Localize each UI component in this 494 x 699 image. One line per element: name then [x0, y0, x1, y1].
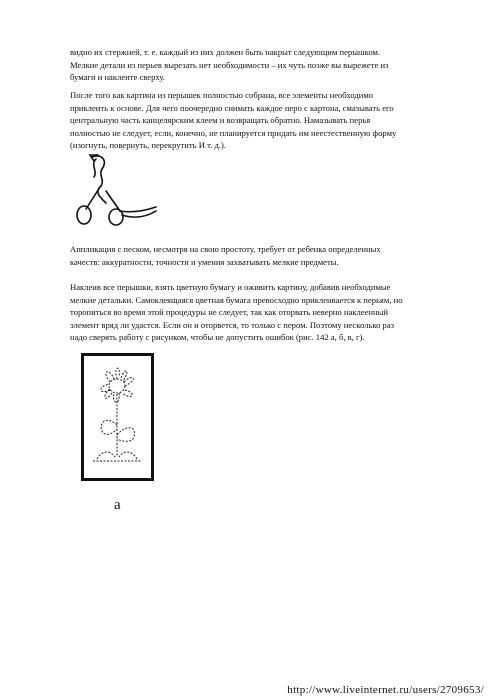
paragraph-3: Аппликация с песком, несмотря на свою простоту, требует от ребенка определенных качеств: аккуратности, точности и умения захватывать мелкие предметы.	[70, 244, 381, 267]
paragraph-4: Наклеив все перышки, взять цветную бумагу и оживить картину, добавив необходимые мелкие детальки. Самоклеящаяся цветная бумага превосходно приклеивается к перьям, но торопиться во время этой процедуры не следует, так как оторвать неверно наклеенный элемент вряд ли удастся. Если он и оторвется, то только с пером. Поэтому несколько раз надо сверять работу с рисунком, чтобы не допустить ошибок (рис. 142 а, б, в, г).	[70, 282, 403, 343]
figure-caption: а	[114, 497, 121, 513]
scissors-ribbon-icon	[72, 151, 160, 231]
paragraph-1: видно их стержней, т. е. каждый из них должен быть накрыт следующим перышком. Мелкие детали из перьев вырезать нет необходимости – их чуть позже вы вырежете из бумаги и наклеите сверху.	[70, 47, 389, 83]
footer-url[interactable]: http://www.liveinternet.ru/users/2709653/	[287, 684, 484, 696]
flower-figure	[81, 353, 154, 481]
paragraph-2: После того как картина из перышек полностью собрана, все элементы необходимо приклеить к основе. Для чего поочередно снимать каждое перо с картона, смазывать его центральную часть канцелярским клеем и возвращать обратно. Намазывать перья полностью не следует, если, конечно, не планируется придать им неестественную форму (изогнуть, повернуть, перекрутить И т. д.).	[70, 90, 397, 151]
